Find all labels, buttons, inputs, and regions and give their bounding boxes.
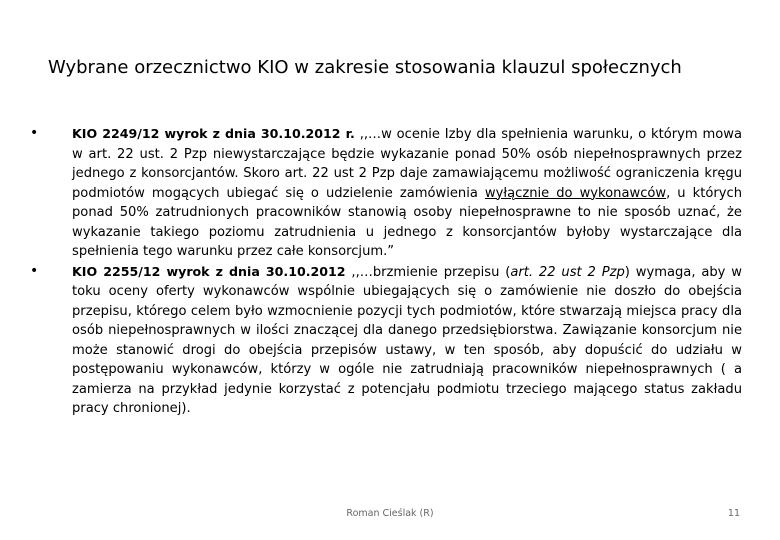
italic-citation: art. 22 ust 2 Pzp bbox=[510, 264, 625, 280]
bullet-item-kio-2255 bbox=[30, 262, 742, 419]
case-quote-text-continued: , u których ponad 50% zatrudnionych pracowników stanowią osoby niepełnosprawne to nie sposób uznać, że wykazanie takiego poziomu zatrudnienia u jednego z konsorcjantów byłoby wystarczające dla spełnienia tego warunku przez całe konsorcjum.” bbox=[72, 185, 742, 259]
bullet-icon: • bbox=[30, 262, 39, 279]
slide-title: Wybrane orzecznictwo KIO w zakresie stosowania klauzul społecznych bbox=[48, 57, 682, 78]
bullet-icon: • bbox=[30, 125, 39, 141]
case-reference: KIO 2249/12 wyrok z dnia 30.10.2012 r. bbox=[72, 126, 355, 141]
case-reference: KIO 2255/12 wyrok z dnia 30.10.2012 bbox=[72, 263, 346, 279]
page-number: 11 bbox=[727, 508, 740, 519]
case-quote-text: ,,…w ocenie Izby dla spełnienia warunku, o którym mowa w art. 22 ust. 2 Pzp niewystarczające będzie wykazanie ponad 50% osób niepełnosprawnych przez jednego z konsorcjantów. Skoro art. 22 ust 2 Pzp daje zamawiającemu możliwość ograniczenia kręgu podmiotów mogących ubiegać się o udzielenie zamówienia bbox=[72, 127, 742, 201]
bullet-item-kio-2249 bbox=[30, 124, 742, 262]
case-quote-text: ,,…brzmienie przepisu ( bbox=[345, 264, 511, 280]
bullet-list bbox=[30, 124, 742, 419]
footer-author: Roman Cieślak (R) bbox=[346, 508, 434, 519]
case-quote-text-continued: ) wymaga, aby w toku oceny oferty wykonawców wspólnie ubiegających się o zamówienie nie doszło do obejścia przepisu, którego celem było wzmocnienie pozycji tych podmiotów, które stwarzają miejsca pracy dla osób niepełnosprawnych w ilości znaczącej dla danego przedsiębiorstwa. Zawiązanie konsorcjum nie może stanowić drogi do obejścia przepisów ustawy, w ten sposób, aby dopuścić do udziału w postępowaniu wykonawców, którzy w ogóle nie zatrudniają pracowników niepełnosprawnych ( a zamierza na przykład jedynie korzystać z potencjału podmiotu trzeciego mającego status zakładu pracy chronionej). bbox=[72, 264, 742, 416]
underlined-phrase: wyłącznie do wykonawców bbox=[484, 185, 667, 201]
